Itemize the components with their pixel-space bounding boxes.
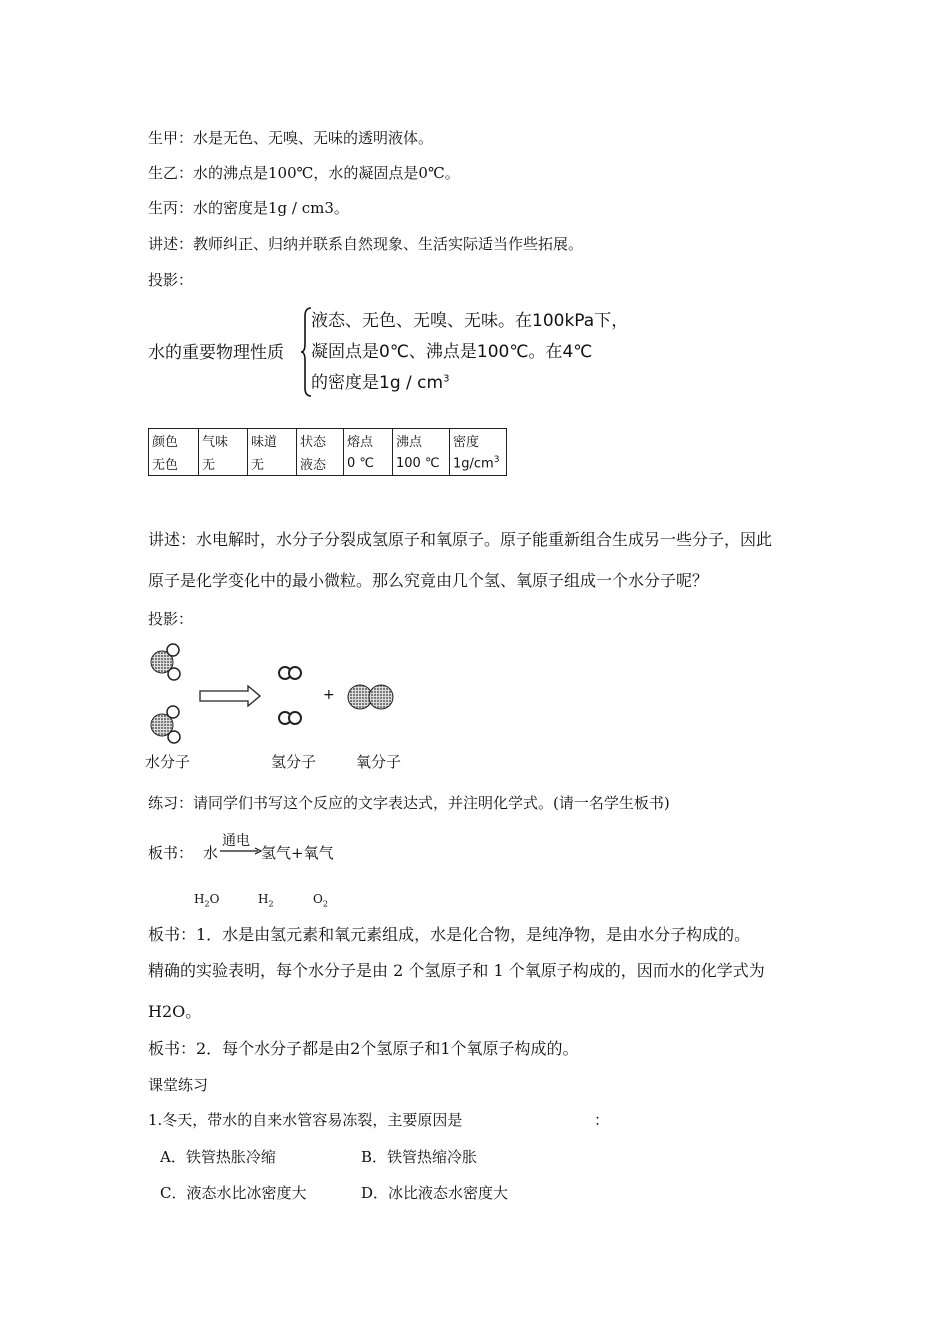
table-cell: 无 [199,452,248,476]
table-header-cell: 沸点 [393,429,450,453]
reaction-arrow-icon [200,686,260,706]
physical-properties-block [148,306,668,398]
exercise-line: 练习：请同学们书写这个反应的文字表达式，并注明化学式。(请一名学生板书) [148,794,670,812]
lecture-electrolysis-line-2: 原子是化学变化中的最小微粒。那么究竟由几个氢、氧原子组成一个水分子呢？ [148,571,709,590]
table-cell: 无 [248,452,297,476]
option-c: C．液态水比冰密度大 [160,1184,307,1202]
lecture-electrolysis-line-1: 讲述：水电解时，水分子分裂成氢原子和氧原子。原子能重新组合生成另一些分子，因此 [148,530,773,549]
table-header-cell: 熔点 [344,429,393,453]
water-formula: $H_2O$ [194,892,220,909]
table-header-cell: 颜色 [149,429,199,453]
table-cell: 100 ℃ [393,452,450,476]
water-molecule-label: 水分子 [145,753,191,771]
properties-line-2: 凝固点是0℃、沸点是100℃。在4℃ [311,342,593,362]
table-row [149,452,507,476]
reaction-reactant: 水 [203,844,219,862]
properties-line-1: 液态、无色、无嗅、无味。在100kPa下， [311,311,629,331]
hydrogen-molecule-icon [279,667,301,679]
hydrogen-molecule-icon [279,712,301,724]
fact-line-1: 精确的实验表明，每个水分子是由 2 个氢原子和 1 个氧原子构成的，因而水的化学式为 [148,961,765,980]
board-reaction-prefix: 板书： [148,844,194,862]
molecule-diagram-svg [140,640,440,750]
table-cell: 液态 [297,452,344,476]
option-b: B．铁管热缩冷胀 [361,1148,478,1166]
water-molecule-icon [151,644,180,680]
board-note-1: 板书：1．水是由氢元素和氧元素组成，水是化合物，是纯净物，是由水分子构成的。 [148,925,751,944]
student-b-line: 生乙：水的沸点是100℃，水的凝固点是0℃。 [148,164,460,182]
properties-table [148,428,507,476]
reaction-condition: 通电 [222,833,250,849]
option-d: D．冰比液态水密度大 [361,1184,509,1202]
table-header-cell: 味道 [248,429,297,453]
student-c-line: 生丙：水的密度是1g / cm3。 [148,199,349,217]
question-text: 1.冬天，带水的自来水管容易冻裂，主要原因是 [148,1111,463,1129]
fact-line-2: H2O。 [148,1002,202,1021]
hydrogen-formula: $H_2$ [258,892,274,909]
table-cell: 0 ℃ [344,452,393,476]
option-a: A．铁管热胀冷缩 [160,1148,276,1166]
oxygen-molecule-label: 氧分子 [356,753,402,771]
electrolysis-diagram [140,640,440,775]
oxygen-formula: $O_2$ [313,892,328,909]
table-header-cell: 气味 [199,429,248,453]
table-header-row [149,429,507,453]
reaction-products: 氢气+氧气 [261,844,334,862]
water-molecule-icon [151,706,180,743]
board-note-2: 板书：2．每个水分子都是由2个氢原子和1个氧原子构成的。 [148,1039,579,1058]
practice-title: 课堂练习 [148,1076,209,1094]
question-colon: ： [594,1111,610,1129]
table-header-cell: 状态 [297,429,344,453]
table-cell: 无色 [149,452,199,476]
student-a-line: 生甲：水是无色、无嗅、无味的透明液体。 [148,129,434,147]
properties-label: 水的重要物理性质 [148,343,284,363]
table-cell: $1g/cm^3$ [450,452,507,476]
lecture-line: 讲述：教师纠正、归纳并联系自然现象、生活实际适当作些拓展。 [148,235,584,253]
hydrogen-molecule-label: 氢分子 [271,753,317,771]
plus-sign: + [323,687,335,703]
table-header-cell: 密度 [450,429,507,453]
projection-label-2: 投影： [148,610,194,628]
oxygen-molecule-icon [348,685,393,709]
reaction-arrow-icon [220,847,262,855]
projection-label: 投影： [148,271,194,289]
properties-line-3: 的密度是$1g / cm^3$ [311,373,450,393]
